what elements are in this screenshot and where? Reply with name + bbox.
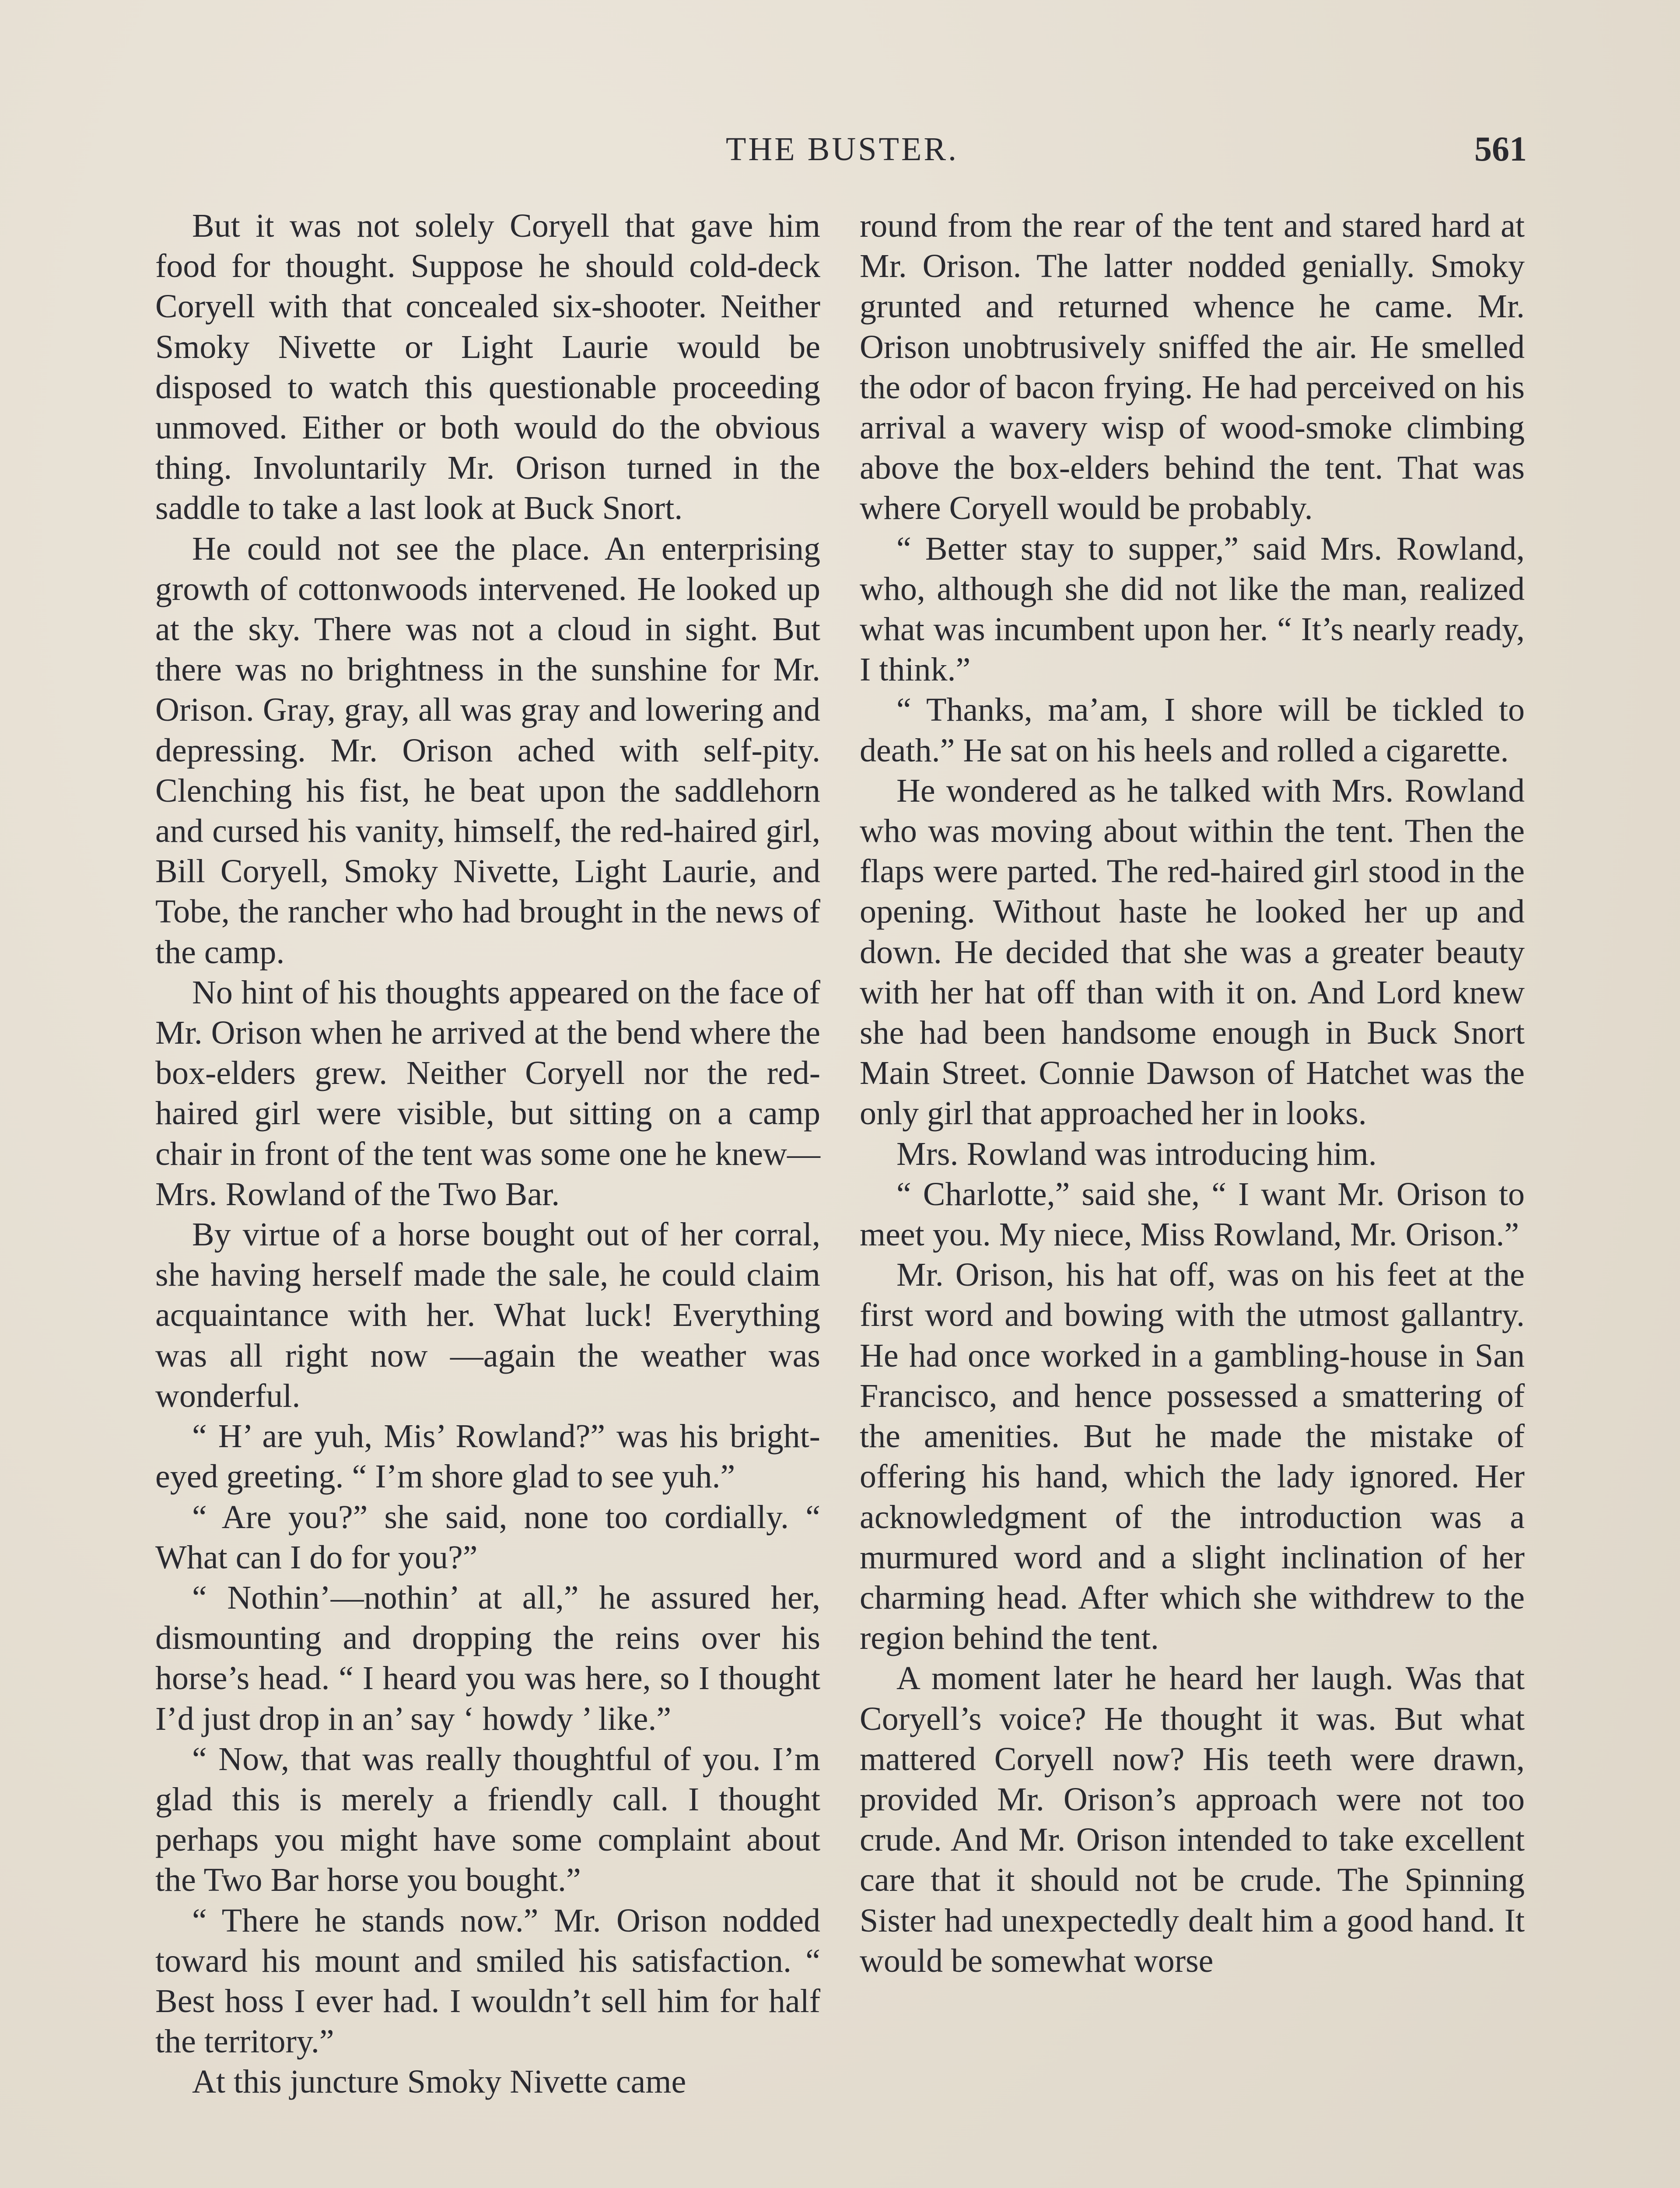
paragraph: “ There he stands now.” Mr. Orison nodded toward his mount and smiled his satisfaction. “ Best hoss I ever had. I wouldn’t sell him for half the territory.” [155,1902,820,2060]
paragraph: He could not see the place. An enterprising growth of cottonwoods intervened. He looked up at the sky. There was not a cloud in sight. But there was no brightness in the sunshine for Mr. Orison. Gray, gray, all was gray and lowering and depressing. Mr. Orison ached with self-pity. Clenching his fist, he beat upon the saddlehorn and cursed his vanity, himself, the red-haired girl, Bill Coryell, Smoky Nivette, Light Laurie, and Tobe, the rancher who had brought in the news of the camp. [155,530,820,971]
right-column [860,206,1525,1981]
paragraph: “ Are you?” she said, none too cordially. “ What can I do for you?” [155,1498,820,1576]
paragraph: But it was not solely Coryell that gave him food for thought. Suppose he should cold-deck Coryell with that concealed six-shooter. Neither Smoky Nivette or Light Laurie would be disposed to watch this questionable proceeding unmoved. Either or both would do the obvious thing. Involuntarily Mr. Orison turned in the saddle to take a last look at Buck Snort. [155,207,820,527]
paragraph: He wondered as he talked with Mrs. Rowland who was moving about within the tent. Then the flaps were parted. The red-haired girl stood in the opening. Without haste he looked her up and down. He decided that she was a greater beauty with her hat off than with it on. And Lord knew she had been handsome enough in Buck Snort Main Street. Connie Dawson of Hatchet was the only girl that approached her in looks. [860,772,1525,1132]
paragraph: “ H’ are yuh, Mis’ Rowland?” was his bright-eyed greeting. “ I’m shore glad to see yuh.” [155,1418,820,1495]
paragraph: A moment later he heard her laugh. Was that Coryell’s voice? He thought it was. But what mattered Coryell now? His teeth were drawn, provided Mr. Orison’s approach were not too crude. And Mr. Orison intended to take excellent care that it should not be crude. The Spinning Sister had unexpectedly dealt him a good hand. It would be somewhat worse [860,1660,1525,1979]
page-header [158,127,1527,175]
paragraph: Mrs. Rowland was introducing him. [896,1135,1377,1172]
paragraph: “ Now, that was really thoughtful of you. I’m glad this is merely a friendly call. I thought perhaps you might have some complaint about the Two Bar horse you bought.” [155,1740,820,1899]
paragraph: “ Nothin’—nothin’ at all,” he assured her, dismounting and dropping the reins over his horse’s head. “ I heard you was here, so I thought I’d just drop in an’ say ‘ howdy ’ like.” [155,1579,820,1737]
paragraph: At this juncture Smoky Nivette came [192,2063,686,2100]
continued-paragraph: round from the rear of the tent and stared hard at Mr. Orison. The latter nodded genially. Smoky grunted and returned whence he came. Mr. Orison unobtrusively sniffed the air. He smelled the odor of bacon frying. He had perceived on his arrival a wavery wisp of wood-smoke climbing above the box-elders behind the tent. That was where Coryell would be probably. [860,207,1525,527]
paragraph: No hint of his thoughts appeared on the face of Mr. Orison when he arrived at the bend where the box-elders grew. Neither Coryell nor the red-haired girl were visible, but sitting on a camp chair in front of the tent was some one he knew—Mrs. Rowland of the Two Bar. [155,974,820,1213]
page-number: 561 [1474,130,1527,168]
running-head: THE BUSTER. [725,131,959,168]
paragraph: By virtue of a horse bought out of her corral, she having herself made the sale, he could claim acquaintance with her. What luck! Everything was all right now —again the weather was wonderful. [155,1216,820,1414]
left-column [155,206,820,2102]
paragraph: “ Better stay to supper,” said Mrs. Rowland, who, although she did not like the man, realized what was incumbent upon her. “ It’s nearly ready, I think.” [860,530,1525,688]
paragraph: “ Charlotte,” said she, “ I want Mr. Orison to meet you. My niece, Miss Rowland, Mr. Orison.” [860,1175,1525,1253]
paragraph: “ Thanks, ma’am, I shore will be tickled to death.” He sat on his heels and rolled a cigarette. [860,691,1525,769]
paragraph: Mr. Orison, his hat off, was on his feet at the first word and bowing with the utmost gallantry. He had once worked in a gambling-house in San Francisco, and hence possessed a smattering of the amenities. But he made the mistake of offering his hand, which the lady ignored. Her acknowledgment of the introduction was a murmured word and a slight inclination of her charming head. After which she withdrew to the region behind the tent. [860,1256,1525,1657]
